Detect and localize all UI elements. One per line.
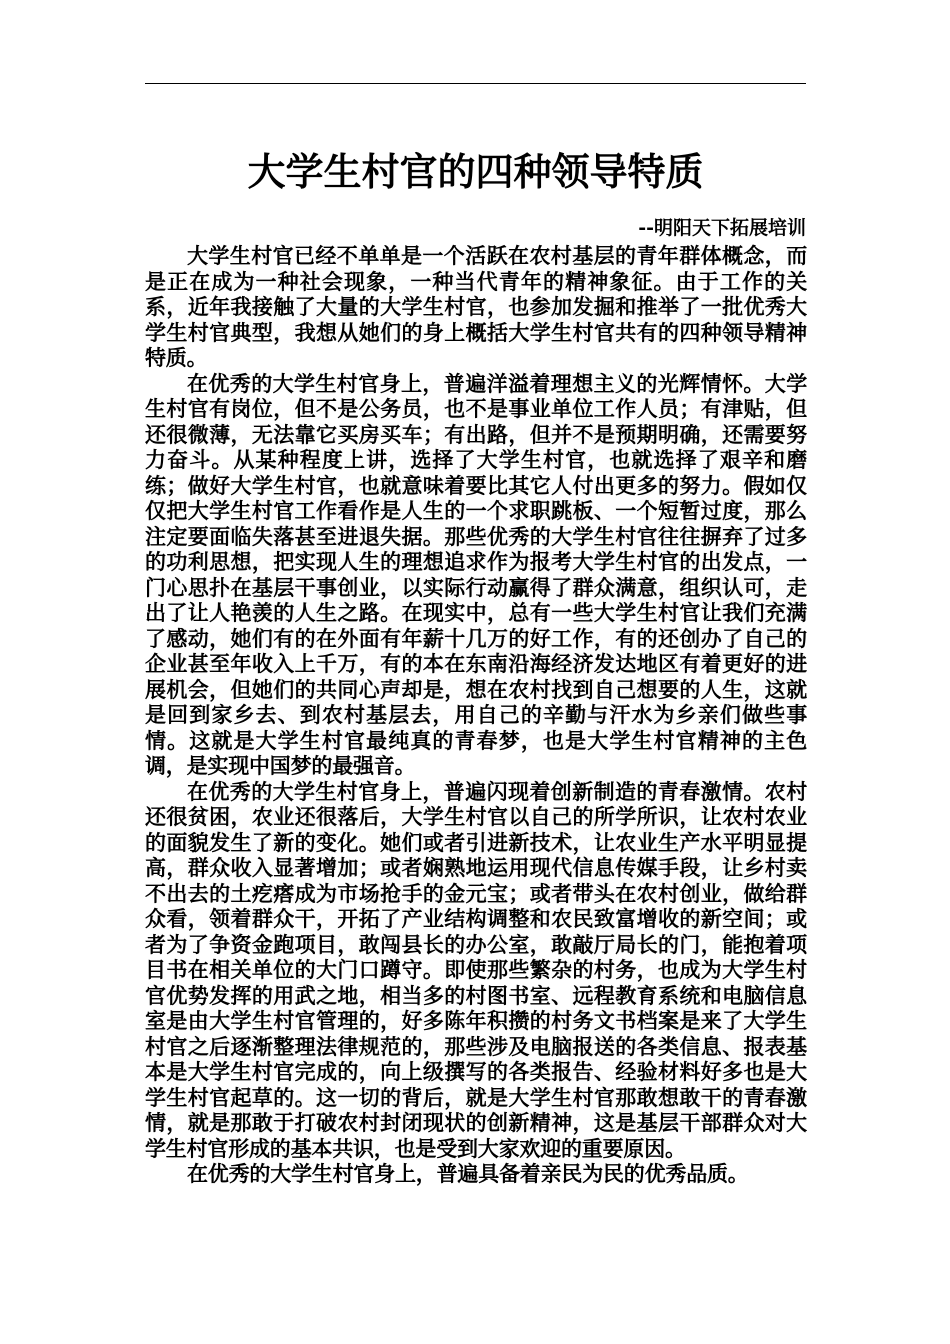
paragraph-idealism: 在优秀的大学生村官身上，普遍洋溢着理想主义的光辉情怀。大学生村官有岗位，但不是公务员，也不是事业单位工作人员；有津贴，但还很微薄，无法靠它买房买车；有出路，但并不是预期明确，还需要努力奋斗。从某种程度上讲，选择了大学生村官，也就选择了艰辛和磨练；做好大学生村官，也就意味着要比其它人付出更多的努力。假如仅仅把大学生村官工作看作是人生的一个求职跳板、一个短暂过度，那么注定要面临失落甚至进退失据。那些优秀的大学生村官往往摒弃了过多的功利思想，把实现人生的理想追求作为报考大学生村官的出发点，一门心思扑在基层干事创业，以实际行动赢得了群众满意，组织认可，走出了让人艳羡的人生之路。在现实中，总有一些大学生村官让我们充满了感动，她们有的在外面有年薪十几万的好工作，有的还创办了自己的企业甚至年收入上千万，有的本在东南沿海经济发达地区有着更好的进展机会，但她们的共同心声却是，想在农村找到自己想要的人生，这就是回到家乡去、到农村基层去，用自己的辛勤与汗水为乡亲们做些事情。这就是大学生村官最纯真的青春梦，也是大学生村官精神的主色调，是实现中国梦的最强音。 <box>145 370 807 778</box>
paragraph-intro: 大学生村官已经不单单是一个活跃在农村基层的青年群体概念，而是正在成为一种社会现象，一种当代青年的精神象征。由于工作的关系，近年我接触了大量的大学生村官，也参加发掘和推举了一批优秀大学生村官典型，我想从她们的身上概括大学生村官共有的四种领导精神特质。 <box>145 243 807 370</box>
document-title: 大学生村官的四种领导特质 <box>247 149 704 194</box>
paragraph-people-oriented: 在优秀的大学生村官身上，普遍具备着亲民为民的优秀品质。 <box>187 1161 749 1186</box>
byline: --明阳天下拓展培训 <box>638 217 806 239</box>
header-rule <box>145 83 806 84</box>
document-body <box>145 243 807 1187</box>
paragraph-innovation: 在优秀的大学生村官身上，普遍闪现着创新制造的青春激情。农村还很贫困，农业还很落后，大学生村官以自己的所学所识，让农村农业的面貌发生了新的变化。她们或者引进新技术，让农业生产水平明显提高，群众收入显著增加；或者娴熟地运用现代信息传媒手段，让乡村卖不出去的土疙瘩成为市场抢手的金元宝；或者带头在农村创业，做给群众看，领着群众干，开拓了产业结构调整和农民致富增收的新空间；或者为了争资金跑项目，敢闯县长的办公室，敢敲厅局长的门，能抱着项目书在相关单位的大门口蹲守。即使那些繁杂的村务，也成为大学生村官优势发挥的用武之地，相当多的村图书室、远程教育系统和电脑信息室是由大学生村官管理的，好多陈年积攒的村务文书档案是来了大学生村官之后逐渐整理法律规范的，那些涉及电脑报送的各类信息、报表基本是大学生村官完成的，向上级撰写的各类报告、经验材料好多也是大学生村官起草的。这一切的背后，就是大学生村官那敢想敢干的青春激情，就是那敢于打破农村封闭现状的创新精神，这是基层干部群众对大学生村官形成的基本共识，也是受到大家欢迎的重要原因。 <box>145 778 807 1161</box>
